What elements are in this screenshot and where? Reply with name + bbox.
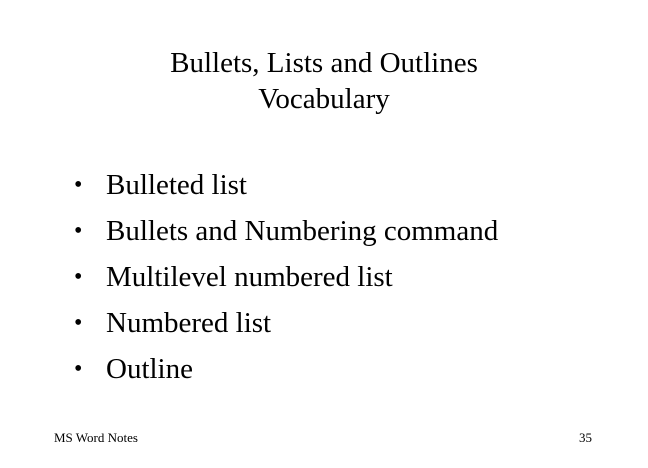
bullet-item-text: Numbered list <box>106 307 272 339</box>
slide-title <box>0 45 648 117</box>
bullet-icon: • <box>74 172 83 198</box>
footer-title: MS Word Notes <box>54 430 138 445</box>
bullet-icon: • <box>74 218 83 244</box>
bullet-item <box>72 162 498 208</box>
slide-title-line-1: Bullets, Lists and Outlines <box>170 47 478 79</box>
bullet-list <box>72 162 498 392</box>
bullet-item-text: Outline <box>106 353 193 385</box>
slide-title-line-2: Vocabulary <box>258 83 390 115</box>
bullet-item <box>72 208 498 254</box>
bullet-item-text: Bullets and Numbering command <box>106 215 499 247</box>
page-number: 35 <box>579 430 592 445</box>
bullet-icon: • <box>74 264 83 290</box>
bullet-item-text: Multilevel numbered list <box>106 261 393 293</box>
bullet-item-text: Bulleted list <box>106 169 247 201</box>
bullet-item <box>72 300 498 346</box>
bullet-item <box>72 254 498 300</box>
bullet-item <box>72 346 498 392</box>
bullet-icon: • <box>74 356 83 382</box>
bullet-icon: • <box>74 310 83 336</box>
